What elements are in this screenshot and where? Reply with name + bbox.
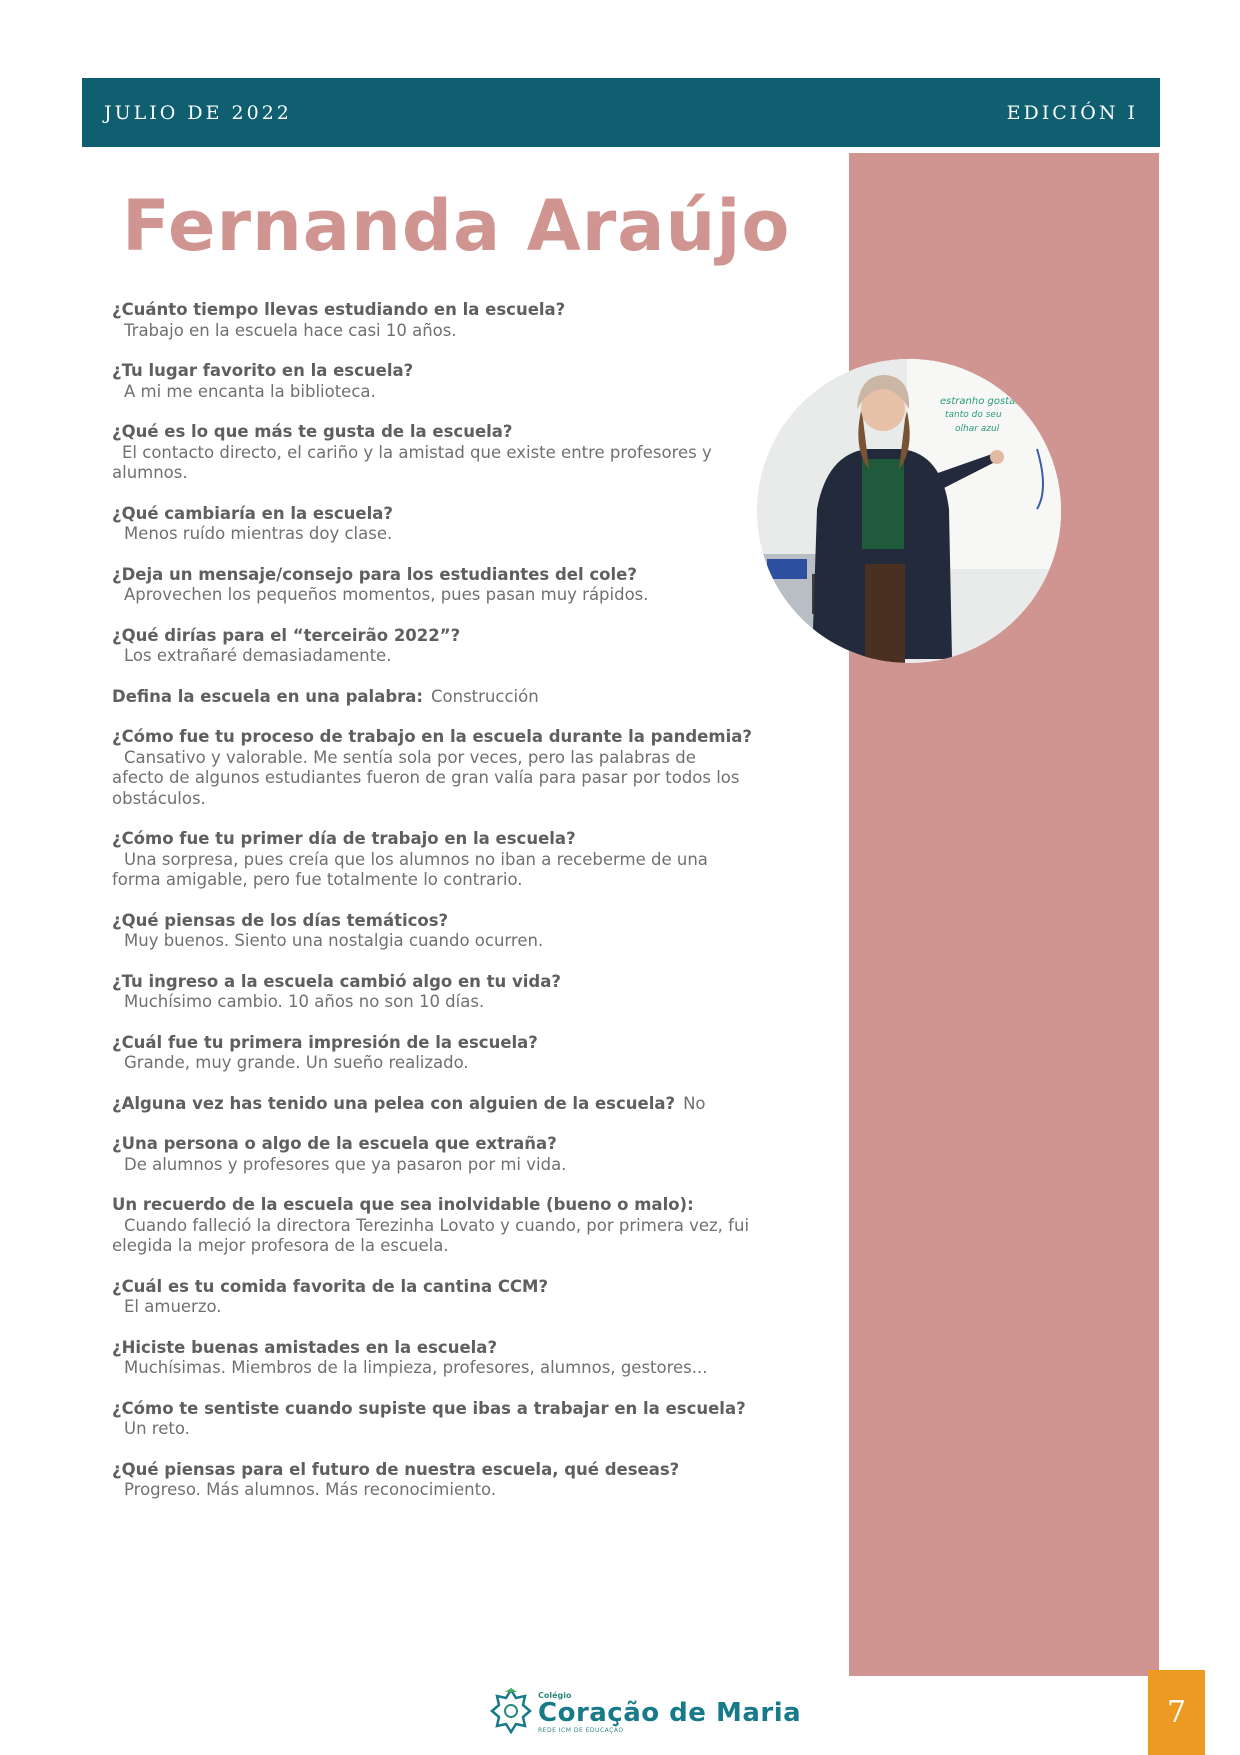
question: ¿Cuánto tiempo llevas estudiando en la escuela? <box>112 300 566 319</box>
qa-item <box>112 1338 752 1379</box>
question: ¿Tu lugar favorito en la escuela? <box>112 361 414 380</box>
qa-item <box>112 972 752 1013</box>
photo-illustration <box>757 359 1061 663</box>
qa-item-inline <box>112 687 752 708</box>
header-bar <box>82 78 1160 147</box>
answer: Muchísimo cambio. 10 años no son 10 días. <box>124 992 485 1011</box>
answer: No <box>683 1093 706 1113</box>
question: ¿Hiciste buenas amistades en la escuela? <box>112 1337 498 1357</box>
answer: Grande, muy grande. Un sueño realizado. <box>124 1053 469 1072</box>
qa-item <box>112 1033 752 1074</box>
qa-item <box>112 911 752 952</box>
qa-item-inline <box>112 1094 752 1115</box>
qa-item <box>112 1399 752 1440</box>
qa-item <box>112 300 752 341</box>
answer: Un reto. <box>124 1419 190 1438</box>
qa-item <box>112 829 752 891</box>
school-logo <box>490 1686 801 1738</box>
answer: El amuerzo. <box>124 1297 222 1316</box>
answer: El contacto directo, el cariño y la amistad que existe entre profesores y alumnos. <box>112 442 712 482</box>
logo-text <box>538 1691 801 1734</box>
logo-small-text: Colégio <box>538 1690 572 1700</box>
question: ¿Tu ingreso a la escuela cambió algo en tu vida? <box>112 971 561 991</box>
star-emblem-icon <box>490 1688 532 1736</box>
question: ¿Qué cambiaría en la escuela? <box>112 503 393 523</box>
logo-sub-text: REDE ICM DE EDUCAÇÃO <box>538 1726 624 1734</box>
question: Defina la escuela en una palabra: <box>112 686 424 706</box>
qa-item <box>112 626 752 667</box>
qa-item <box>112 565 752 606</box>
question: ¿Una persona o algo de la escuela que extraña? <box>112 1134 557 1153</box>
edition-label: EDICIÓN I <box>1006 101 1138 124</box>
qa-item <box>112 727 752 809</box>
whiteboard-line-3: olhar azul <box>955 424 1000 434</box>
question: ¿Alguna vez has tenido una pelea con alguien de la escuela? <box>112 1093 676 1113</box>
answer: Progreso. Más alumnos. Más reconocimiento. <box>124 1480 497 1499</box>
issue-date: JULIO DE 2022 <box>104 101 292 124</box>
question: ¿Cómo fue tu primer día de trabajo en la escuela? <box>112 829 576 848</box>
question: ¿Qué piensas para el futuro de nuestra escuela, qué deseas? <box>112 1459 680 1479</box>
question: ¿Cómo fue tu proceso de trabajo en la escuela durante la pandemia? <box>112 727 752 746</box>
whiteboard-line-2: tanto do seu <box>945 410 1002 420</box>
qa-item <box>112 504 752 545</box>
answer: Los extrañaré demasiadamente. <box>124 646 392 665</box>
question: ¿Deja un mensaje/consejo para los estudiantes del cole? <box>112 564 637 584</box>
profile-photo <box>757 359 1061 663</box>
qa-item <box>112 1277 752 1318</box>
qa-item <box>112 1134 752 1175</box>
whiteboard-line-1: estranho gostar <box>940 396 1020 407</box>
answer: Muchísimas. Miembros de la limpieza, profesores, alumnos, gestores... <box>124 1358 708 1377</box>
logo-main-text: Coração de Maria <box>538 1697 802 1728</box>
question: ¿Qué dirías para el “terceirão 2022”? <box>112 625 461 645</box>
qa-item <box>112 1195 752 1257</box>
answer: Construcción <box>431 686 539 706</box>
answer: Cansativo y valorable. Me sentía sola por veces, pero las palabras de afecto de algunos estudiantes fueron de gran valía para pasar por todos los obstáculos. <box>112 747 740 808</box>
answer: Cuando falleció la directora Terezinha Lovato y cuando, por primera vez, fui elegida la mejor profesora de la escuela. <box>112 1215 750 1255</box>
answer: Trabajo en la escuela hace casi 10 años. <box>124 320 457 340</box>
answer: A mi me encanta la biblioteca. <box>124 381 376 401</box>
interview-list <box>112 300 752 1521</box>
qa-item <box>112 361 752 402</box>
profile-name: Fernanda Araújo <box>122 185 791 267</box>
question: ¿Qué piensas de los días temáticos? <box>112 910 449 930</box>
answer: Una sorpresa, pues creía que los alumnos no iban a receberme de una forma amigable, pero fue totalmente lo contrario. <box>112 849 708 889</box>
question: ¿Qué es lo que más te gusta de la escuela? <box>112 422 513 441</box>
question: ¿Cuál fue tu primera impresión de la escuela? <box>112 1032 538 1052</box>
answer: Aprovechen los pequeños momentos, pues pasan muy rápidos. <box>124 585 649 604</box>
qa-item <box>112 422 752 484</box>
answer: De alumnos y profesores que ya pasaron por mi vida. <box>124 1154 567 1174</box>
answer: Menos ruído mientras doy clase. <box>124 524 393 543</box>
question: ¿Cómo te sentiste cuando supiste que ibas a trabajar en la escuela? <box>112 1398 746 1418</box>
question: ¿Cuál es tu comida favorita de la cantina CCM? <box>112 1276 549 1296</box>
qa-item <box>112 1460 752 1501</box>
question: Un recuerdo de la escuela que sea inolvidable (bueno o malo): <box>112 1195 694 1214</box>
answer: Muy buenos. Siento una nostalgia cuando ocurren. <box>124 931 544 950</box>
page-number: 7 <box>1148 1670 1205 1755</box>
